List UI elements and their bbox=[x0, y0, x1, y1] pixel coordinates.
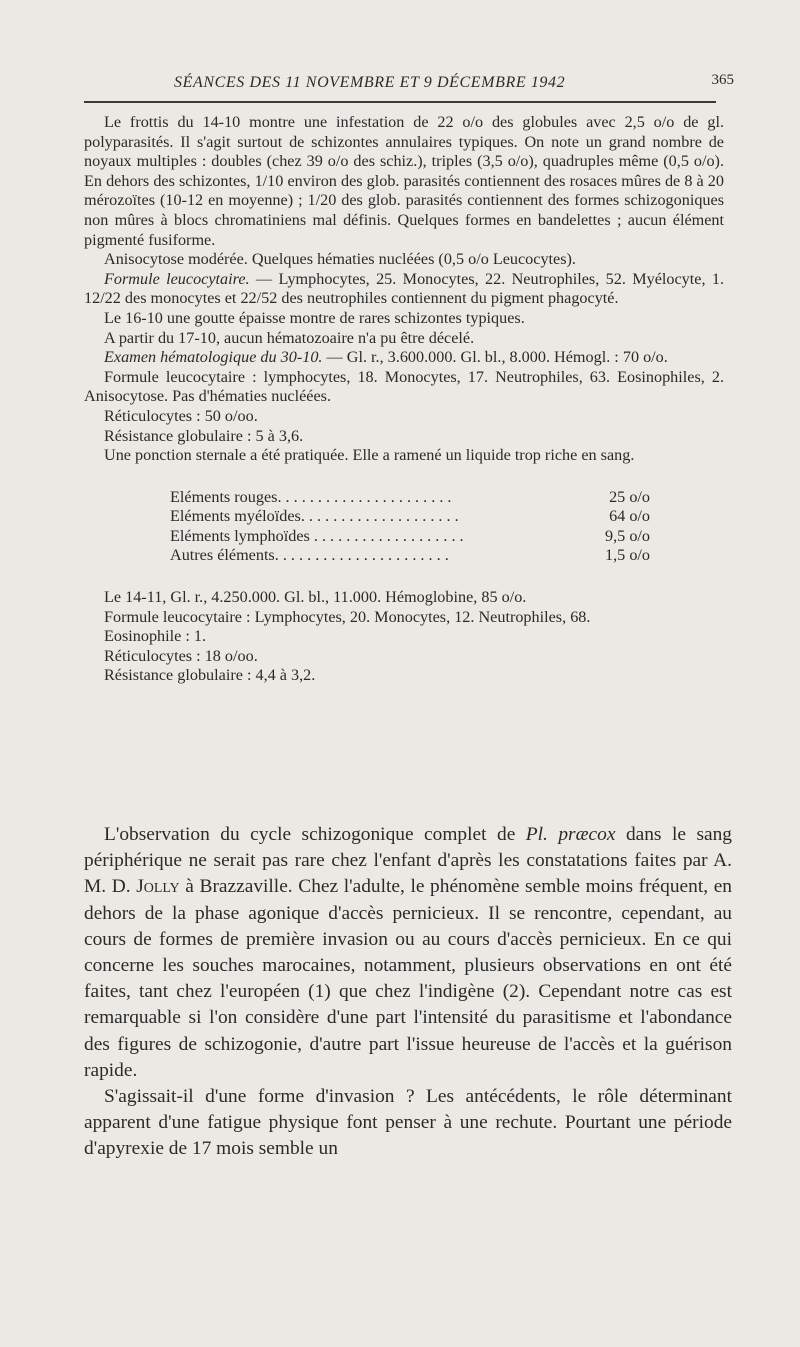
paragraph-formula-3: Formule leucocytaire : Lymphocytes, 20. Monocytes, 12. Neutrophiles, 68. bbox=[104, 607, 591, 626]
text-hematology-exam: — Gl. r., 3.600.000. Gl. bl., 8.000. Hémogl. : 70 o/o. bbox=[322, 348, 668, 367]
marrow-table bbox=[170, 488, 650, 566]
paragraph-eosinophile: Eosinophile : 1. bbox=[104, 627, 207, 646]
text-segment: L'observation du cycle schizogonique complet de bbox=[104, 824, 526, 845]
paragraph-sternal-puncture: Une ponction sternale a été pratiquée. Elle a ramené un liquide trop riche en sang. bbox=[104, 446, 635, 465]
paragraph-leukocyte-formula bbox=[84, 270, 724, 309]
paragraph-reticulocytes-2: Réticulocytes : 18 o/oo. bbox=[104, 646, 258, 665]
species-name: Pl. præcox bbox=[525, 824, 616, 845]
header-rule bbox=[84, 101, 716, 103]
table-row bbox=[170, 488, 650, 508]
table-row-label: Autres éléments. . . . . . . . . . . . . . . . . . . . . . bbox=[170, 546, 449, 565]
page-header bbox=[84, 66, 734, 100]
label-leukocyte-formula: Formule leucocytaire. bbox=[104, 269, 250, 288]
paragraph-resistance-1: Résistance globulaire : 5 à 3,6. bbox=[104, 426, 304, 445]
table-row-label: Eléments lymphoïdes . . . . . . . . . . . . . . . . . . . bbox=[170, 526, 464, 545]
label-hematology-exam: Examen hématologique du 30-10. bbox=[104, 348, 323, 367]
paragraph-followup: Le 14-11, Gl. r., 4.250.000. Gl. bl., 11.000. Hémoglobine, 85 o/o. bbox=[104, 588, 527, 607]
paragraph-formula-2: Formule leucocytaire : lymphocytes, 18. Monocytes, 17. Neutrophiles, 63. Eosinophiles, 2. Anisocytose. Pas d'hématies nucléées. bbox=[84, 367, 724, 406]
paragraph-resistance-2: Résistance globulaire : 4,4 à 3,2. bbox=[104, 666, 316, 685]
paragraph-hematology-exam bbox=[84, 348, 724, 368]
table-row bbox=[170, 546, 650, 566]
discussion-block bbox=[84, 822, 732, 1163]
table-row-value: 9,5 o/o bbox=[605, 526, 650, 545]
table-row-value: 64 o/o bbox=[609, 507, 650, 526]
case-report-block bbox=[84, 113, 724, 686]
paragraph-thick-drop: Le 16-10 une goutte épaisse montre de rares schizontes typiques. bbox=[104, 308, 525, 327]
running-head: SÉANCES DES 11 NOVEMBRE ET 9 DÉCEMBRE 1942 bbox=[174, 74, 566, 91]
table-row-value: 25 o/o bbox=[609, 487, 650, 506]
paragraph-no-parasite: A partir du 17-10, aucun hématozoaire n'a pu être décelé. bbox=[104, 328, 475, 347]
text-leukocyte-formula: — Lymphocytes, 25. Monocytes, 22. Neutrophiles, 52. Myélocyte, 1. 12/22 des monocytes et 22/52 des neutrophiles contiennent du pigment phagocyté. bbox=[84, 269, 724, 308]
paragraph-reticulocytes-1: Réticulocytes : 50 o/oo. bbox=[104, 406, 258, 425]
text-segment: à Brazzaville. Chez l'adulte, le phénomène semble moins fréquent, en dehors de la phase agonique d'accès pernicieux. Il se rencontre, cependant, au cours de formes de première invasion ou au cours d'accès pernicieux. En ce qui concerne les souches marocaines, notamment, plusieurs observations en ont été faites, tant chez l'européen (1) que chez l'indigène (2). Cependant notre cas est remarquable si l'on considère d'une part l'intensité du parasitisme et l'abondance des figures de schizogonie, d'autre part l'issue heureuse de l'accès et la guérison rapide. bbox=[84, 876, 732, 1081]
author-name: Jolly bbox=[136, 876, 180, 898]
table-row-label: Eléments rouges. . . . . . . . . . . . . . . . . . . . . . bbox=[170, 487, 452, 506]
paragraph-discussion-1 bbox=[84, 822, 732, 1084]
table-row-value: 1,5 o/o bbox=[605, 546, 650, 565]
text-segment: dans le sang périphérique ne serait pas rare chez l'enfant d'après les constatations faites par A. M. D. bbox=[84, 824, 732, 898]
table-row bbox=[170, 507, 650, 527]
paragraph-anisocytosis: Anisocytose modérée. Quelques hématies nucléées (0,5 o/o Leucocytes). bbox=[104, 250, 576, 269]
paragraph-discussion-2: S'agissait-il d'une forme d'invasion ? Les antécédents, le rôle déterminant apparent d'une fatigue physique font penser à une rechute. Pourtant une période d'apyrexie de 17 mois semble un bbox=[84, 1086, 732, 1160]
table-row bbox=[170, 527, 650, 547]
table-row-label: Eléments myéloïdes. . . . . . . . . . . . . . . . . . . . bbox=[170, 507, 459, 526]
page-number: 365 bbox=[711, 72, 734, 88]
paragraph-smear: Le frottis du 14-10 montre une infestation de 22 o/o des globules avec 2,5 o/o de gl. polyparasités. Il s'agit surtout de schizontes annulaires typiques. On note un grand nombre de noyaux multiples : doubles (chez 39 o/o des schiz.), triples (3,5 o/o), quadruples même (0,5 o/o). En dehors des schizontes, 1/10 environ des glob. parasités contiennent des rosaces mûres de 8 à 20 mérozoïtes (10-12 en moyenne) ; 1/20 des glob. parasités contiennent des formes schizogoniques non mûres à blocs chromatiniens mal définis. Quelques formes en bandelettes ; aucun élément pigmenté fusiforme. bbox=[84, 113, 724, 249]
